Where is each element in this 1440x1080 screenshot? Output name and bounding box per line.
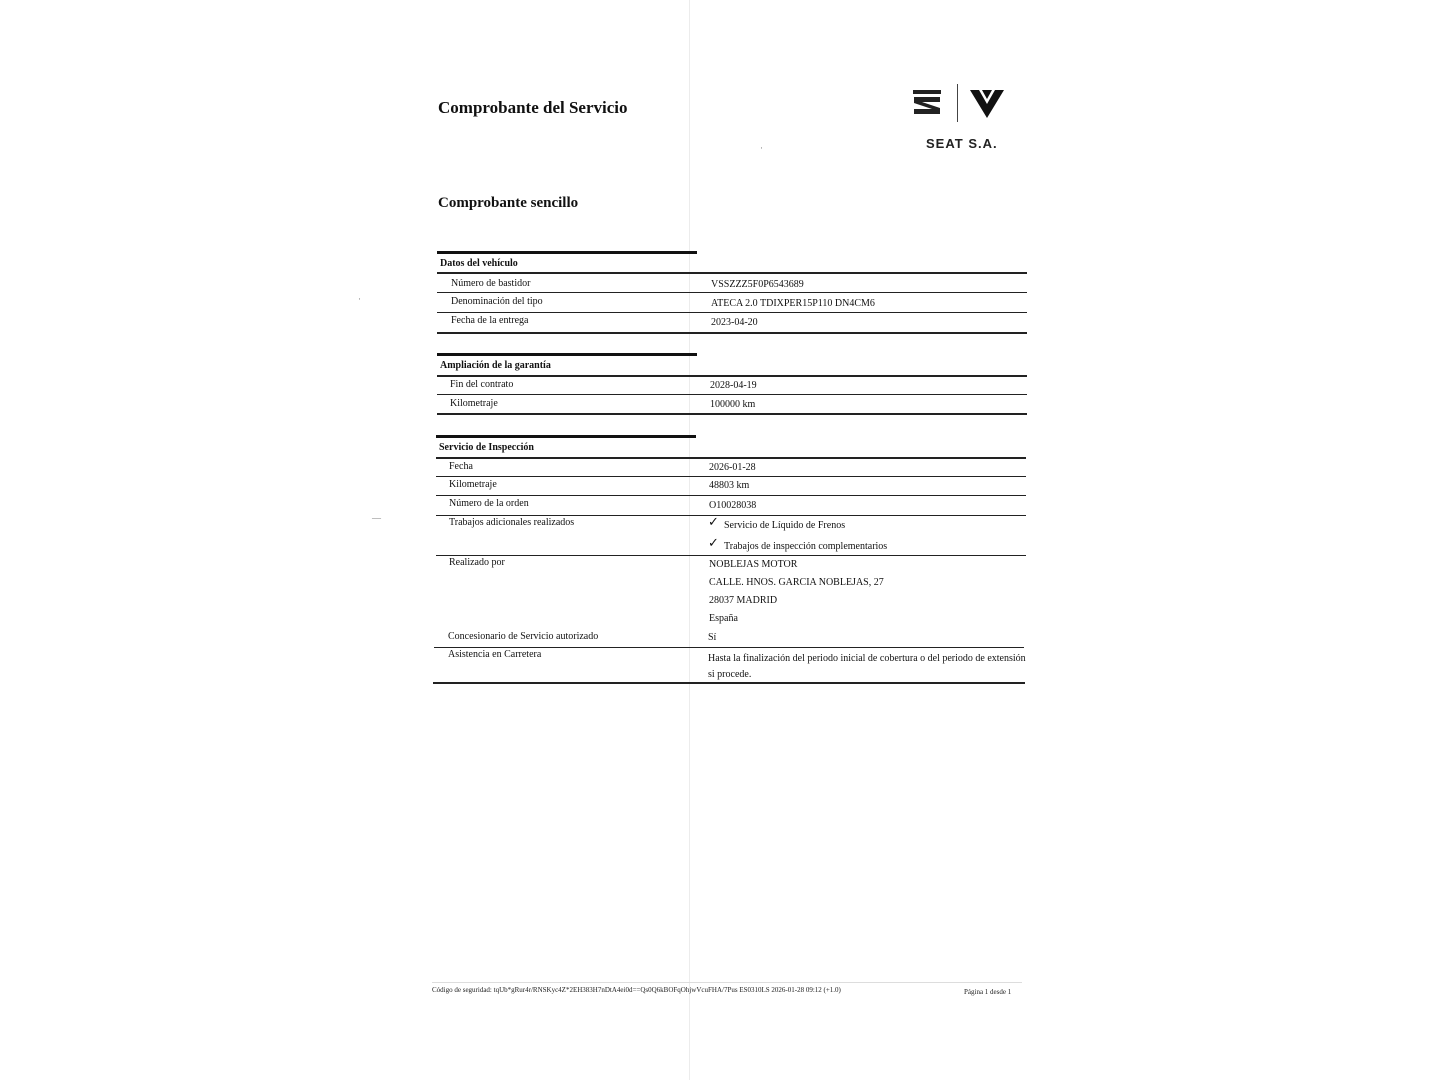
checkmark-icon: ✓ — [708, 515, 719, 530]
delivery-date-label: Fecha de la entrega — [451, 315, 529, 326]
authorized-dealer-label: Concesionario de Servicio autorizado — [448, 631, 599, 642]
scan-speck: · — [358, 294, 361, 304]
company-name: SEAT S.A. — [926, 136, 998, 151]
row-divider — [437, 272, 1027, 274]
dealer-country: España — [709, 613, 738, 624]
inspection-km-value: 48803 km — [709, 480, 750, 491]
row-divider — [437, 375, 1027, 377]
cupra-logo-icon — [968, 88, 1006, 120]
row-divider — [436, 555, 1026, 556]
dealer-street: CALLE. HNOS. GARCIA NOBLEJAS, 27 — [709, 577, 884, 588]
contract-end-label: Fin del contrato — [450, 379, 514, 390]
seat-logo-icon — [912, 88, 942, 118]
warranty-km-value: 100000 km — [710, 399, 756, 410]
inspection-km-label: Kilometraje — [449, 479, 497, 490]
delivery-date-value: 2023-04-20 — [711, 317, 758, 328]
contract-end-value: 2028-04-19 — [710, 380, 757, 391]
row-divider — [437, 292, 1027, 293]
order-number-label: Número de la orden — [449, 498, 529, 509]
additional-work-item: Trabajos de inspección complementarios — [724, 541, 888, 552]
inspection-section-heading: Servicio de Inspección — [439, 442, 534, 453]
performed-by-label: Realizado por — [449, 557, 505, 568]
warranty-km-label: Kilometraje — [450, 398, 498, 409]
row-divider — [436, 495, 1026, 496]
warranty-section-heading: Ampliación de la garantía — [440, 360, 551, 371]
section-bar — [437, 251, 697, 254]
row-divider — [437, 332, 1027, 334]
dealer-name: NOBLEJAS MOTOR — [709, 559, 798, 570]
section-bar — [436, 435, 696, 438]
scan-speck: · — [760, 143, 763, 153]
footer-divider — [432, 982, 1022, 983]
roadside-text-line: si procede. — [708, 669, 752, 680]
row-divider — [436, 515, 1026, 516]
vehicle-section-heading: Datos del vehículo — [440, 258, 518, 269]
additional-work-item: Servicio de Líquido de Frenos — [724, 520, 846, 531]
dealer-city: 28037 MADRID — [709, 595, 778, 606]
row-divider — [436, 457, 1026, 459]
checkmark-icon: ✓ — [708, 536, 719, 551]
row-divider — [437, 394, 1027, 395]
row-divider — [437, 312, 1027, 313]
document-subtitle: Comprobante sencillo — [438, 195, 579, 211]
document-title: Comprobante del Servicio — [438, 98, 628, 117]
security-code: Código de seguridad: tqUb*gRur4r/RNSKyc4Z*2EH383H7nDtA4ei0d==Qs0Q6kBOFqOhjwVcuFHA/7Pus ES0310LS 2026-01-28 09:12 (+1.0) — [432, 986, 841, 994]
row-divider — [433, 682, 1025, 684]
authorized-dealer-value: Sí — [708, 632, 717, 643]
section-bar — [437, 353, 697, 356]
roadside-text-line: Hasta la finalización del periodo inicial de cobertura o del periodo de extensión — [708, 653, 1026, 664]
row-divider — [437, 413, 1027, 415]
type-label: Denominación del tipo — [451, 296, 543, 307]
vin-value: VSSZZZ5F0P6543689 — [711, 279, 804, 290]
row-divider — [436, 476, 1026, 477]
inspection-date-label: Fecha — [449, 461, 473, 472]
order-number-value: O10028038 — [709, 500, 757, 511]
page-fold — [689, 0, 690, 1080]
logo-divider — [957, 84, 958, 122]
page-number: Página 1 desde 1 — [964, 988, 1012, 996]
vin-label: Número de bastidor — [451, 278, 531, 289]
additional-work-label: Trabajos adicionales realizados — [449, 517, 575, 528]
brand-logo — [912, 84, 1012, 156]
roadside-label: Asistencia en Carretera — [448, 649, 542, 660]
type-value: ATECA 2.0 TDIXPER15P110 DN4CM6 — [711, 298, 875, 309]
inspection-date-value: 2026-01-28 — [709, 462, 756, 473]
scan-speck: — — [372, 513, 381, 523]
row-divider — [434, 647, 1024, 648]
